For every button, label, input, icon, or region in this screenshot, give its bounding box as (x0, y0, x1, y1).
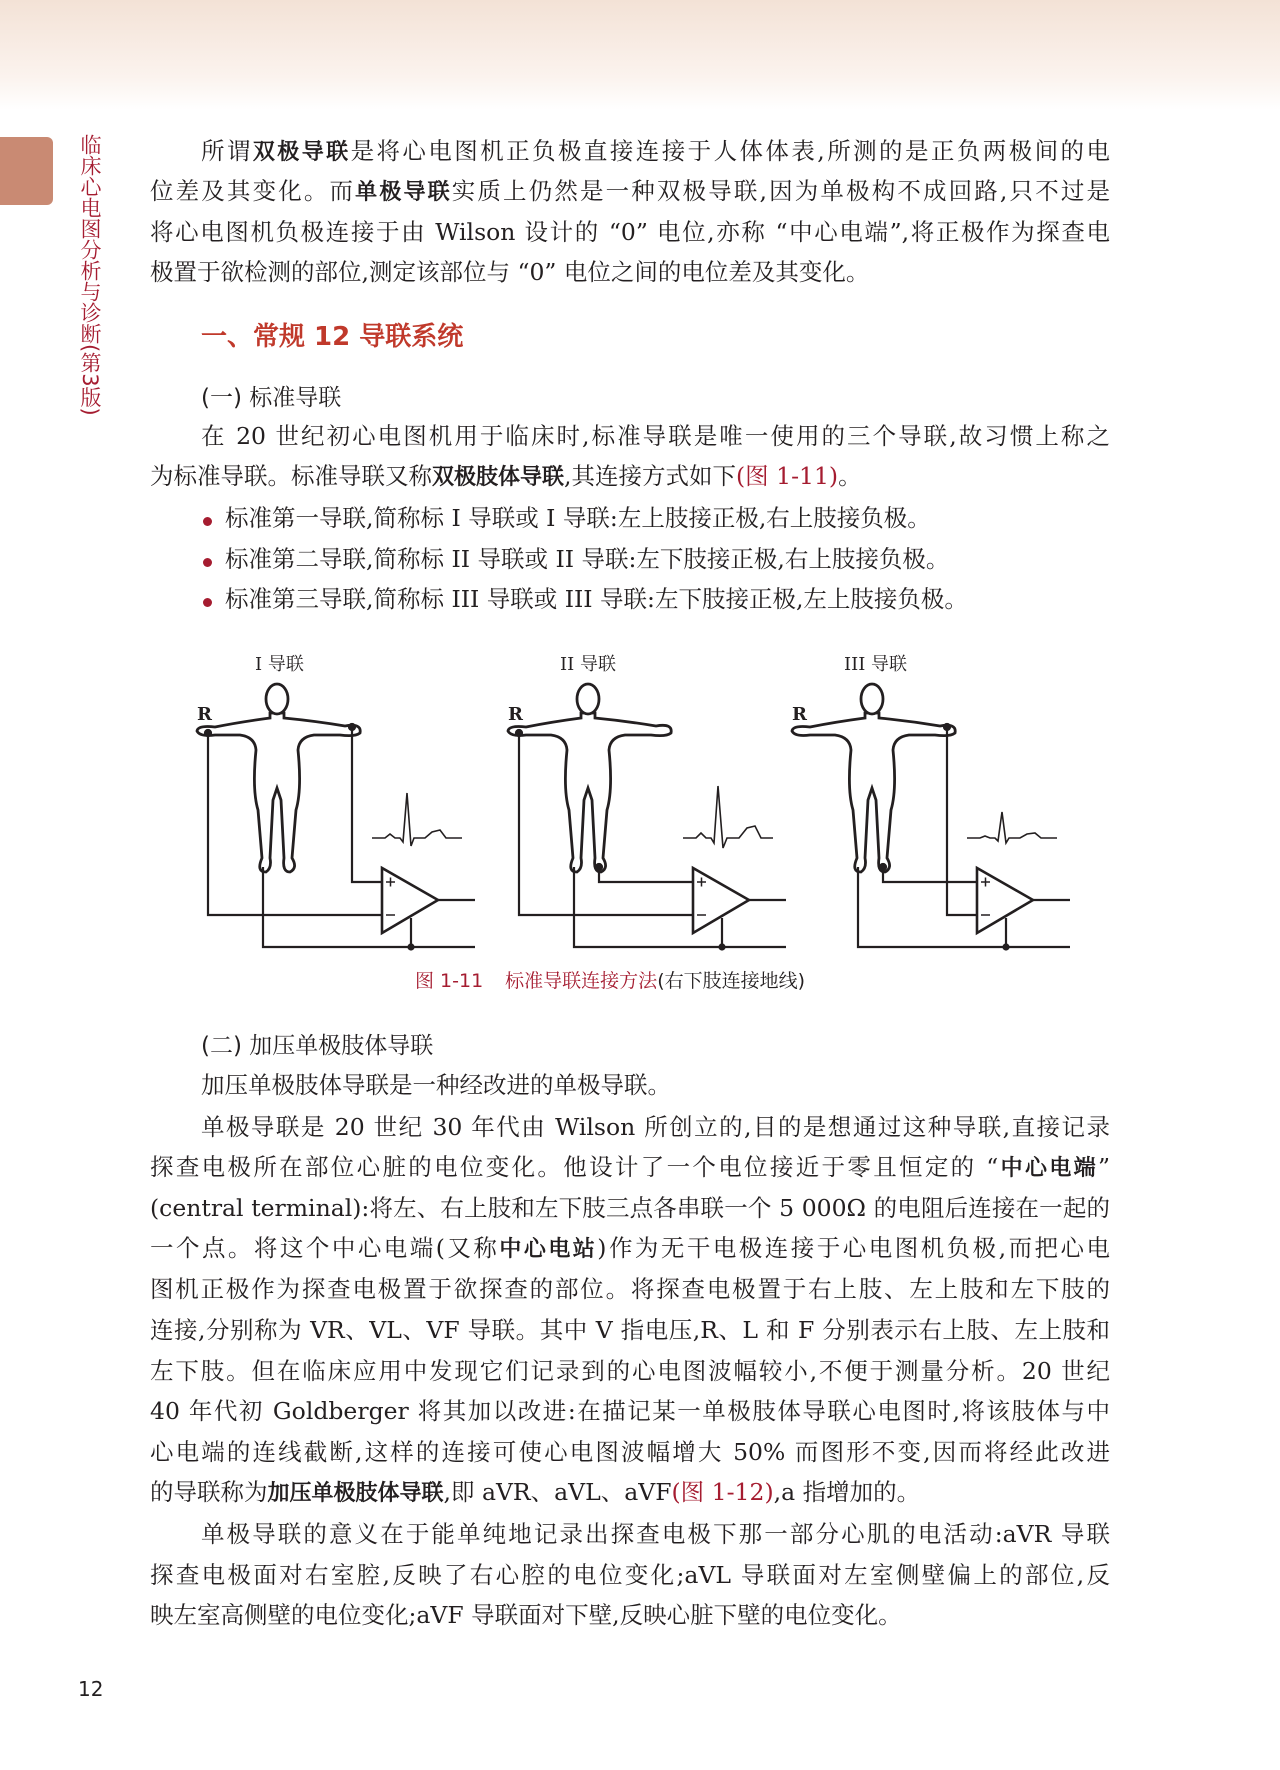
electrode-dot (516, 730, 522, 736)
text-segment: ” (1097, 1153, 1110, 1181)
list-item: 标准第三导联,简称标 III 导联或 III 导联:左下肢接正极,左上肢接负极。 (225, 585, 968, 613)
ground-wire (574, 867, 786, 947)
ecg-waveform (683, 786, 773, 848)
text-line (150, 1233, 1110, 1265)
text-segment: 是将心电图机正负极直接连接于人体体表,所测的是正负两极间的电 (350, 137, 1110, 165)
human-body-outline (508, 713, 671, 872)
subsection-heading-augmented-leads: (二) 加压单极肢体导联 (201, 1033, 434, 1059)
chapter-tab (0, 137, 53, 205)
text-segment: ,即 aVR、aVL、aVF (443, 1478, 672, 1506)
text-line (150, 1193, 1110, 1223)
right-arm-label: R (792, 704, 807, 725)
human-body-outline (792, 713, 955, 872)
text-line (150, 1152, 1110, 1184)
subsection-heading-standard-leads: (一) 标准导联 (201, 385, 342, 411)
figure-panel-label: III 导联 (844, 654, 908, 675)
caption-number: 图 1-11 (415, 970, 484, 992)
bold-term: 双极肢体导联 (432, 465, 565, 490)
text-segment: 连接,分别称为 VR、VL、VF 导联。其中 V 指电压,R、L 和 F 分别表示右上肢、左上肢和 (150, 1316, 1110, 1344)
right-arm-label: R (197, 704, 212, 725)
text-segment: )作为无干电极连接于心电图机负极,而把心电 (597, 1234, 1110, 1262)
text-segment: 极置于欲检测的部位,测定该部位与 “0” 电位之间的电位差及其变化。 (150, 258, 870, 286)
book-title-vertical: 临床心电图分析与诊断(第3版) (78, 134, 102, 416)
text-segment: 单极导联是 20 世纪 30 年代由 Wilson 所创立的,目的是想通过这种导联,直接记录 (201, 1113, 1110, 1141)
positive-lead-wire (599, 867, 695, 882)
bold-term: 加压单极肢体导联 (267, 1481, 444, 1506)
text-segment: 图机正极作为探查电极置于欲探查的部位。将探查电极置于右上肢、左上肢和左下肢的 (150, 1275, 1110, 1303)
text-segment: 探查电极所在部位心脏的电位变化。他设计了一个电位接近于零且恒定的 “ (150, 1153, 999, 1181)
positive-lead-wire (352, 727, 384, 882)
text-segment: 40 年代初 Goldberger 将其加以改进:在描记某一单极肢体导联心电图时,将该肢体与中 (150, 1397, 1110, 1425)
text-segment: (central terminal):将左、右上肢和左下肢三点各串联一个 5 000Ω 的电阻后连接在一起的 (150, 1194, 1110, 1222)
lead-panel (792, 684, 1070, 950)
text-line (150, 1356, 1110, 1386)
text-segment: 为标准导联。标准导联又称 (150, 462, 432, 490)
bullet-icon (201, 587, 213, 599)
text-segment: 的导联称为 (150, 1478, 268, 1506)
list-item: 标准第一导联,简称标 I 导联或 I 导联:左上肢接正极,右上肢接负极。 (225, 504, 931, 532)
head-outline (266, 684, 288, 714)
text-line (201, 1070, 1110, 1100)
caption-note: (右下肢连接地线) (657, 970, 806, 992)
figure-panel-label: II 导联 (560, 654, 616, 675)
text-segment: 一个点。将这个中心电端(又称 (150, 1234, 500, 1262)
text-line (150, 1437, 1110, 1467)
figure-reference[interactable]: (图 1-11) (736, 462, 839, 490)
bold-term: 中心电站 (499, 1237, 598, 1262)
text-segment: 将心电图机负极连接于由 Wilson 设计的 “0” 电位,亦称 “中心电端”,将正极作为探查电 (150, 218, 1110, 246)
list-item: 标准第二导联,简称标 II 导联或 II 导联:左下肢接正极,右上肢接负极。 (225, 545, 950, 573)
text-segment: 位差及其变化。而 (150, 177, 356, 205)
bullet-icon (201, 506, 213, 518)
text-line (150, 257, 1110, 287)
text-line (201, 136, 1110, 168)
text-line (201, 421, 1110, 451)
text-line (201, 1112, 1110, 1142)
header-band (0, 0, 1280, 110)
text-segment: 所谓 (201, 137, 253, 165)
text-line (150, 176, 1110, 208)
electrode-dot (349, 724, 355, 730)
text-segment: 探查电极面对右室腔,反映了右心腔的电位变化;aVL 导联面对左室侧壁偏上的部位,反 (150, 1561, 1110, 1589)
figure-reference[interactable]: (图 1-12) (671, 1478, 774, 1506)
head-outline (577, 684, 599, 714)
figure-panel-label: I 导联 (255, 654, 304, 675)
text-segment: ,a 指增加的。 (773, 1478, 921, 1506)
text-segment: 在 20 世纪初心电图机用于临床时,标准导联是唯一使用的三个导联,故习惯上称之 (201, 422, 1110, 450)
bold-term: 中心电端 (998, 1156, 1098, 1181)
text-segment: 左下肢。但在临床应用中发现它们记录到的心电图波幅较小,不便于测量分析。20 世纪 (150, 1357, 1110, 1385)
lead-panel (197, 684, 475, 950)
text-line (150, 1396, 1110, 1426)
figure-caption (415, 966, 805, 993)
text-segment: 加压单极肢体导联是一种经改进的单极导联。 (201, 1071, 671, 1099)
ecg-waveform (372, 793, 462, 846)
text-segment: 心电端的连线截断,这样的连接可使心电图波幅增大 50% 而图形不变,因而将经此改进 (150, 1438, 1110, 1466)
electrode-dot (944, 724, 950, 730)
text-line (150, 1274, 1110, 1304)
text-line (201, 1519, 1110, 1549)
head-outline (861, 684, 883, 714)
electrode-dot (596, 864, 602, 870)
text-line (150, 1315, 1110, 1345)
negative-lead-wire (947, 727, 979, 915)
ground-wire (858, 867, 1070, 947)
text-segment: 。 (838, 462, 862, 490)
caption-title: 标准导联连接方法 (505, 970, 658, 992)
junction-dot (409, 945, 414, 950)
ground-wire (263, 867, 475, 947)
text-segment: 实质上仍然是一种双极导联,因为单极构不成回路,只不过是 (451, 177, 1110, 205)
junction-dot (720, 945, 725, 950)
ecg-waveform (967, 812, 1057, 843)
positive-lead-wire (883, 867, 979, 882)
text-line (150, 1560, 1110, 1590)
bullet-icon (201, 547, 213, 559)
text-segment: ,其连接方式如下 (564, 462, 736, 490)
text-line (150, 217, 1110, 247)
text-segment: 映左室高侧壁的电位变化;aVF 导联面对下壁,反映心脏下壁的电位变化。 (150, 1601, 902, 1629)
text-line (150, 1600, 1110, 1630)
junction-dot (1004, 945, 1009, 950)
bold-term: 双极导联 (252, 140, 351, 165)
lead-panel (508, 684, 786, 950)
human-body-outline (197, 713, 360, 872)
text-line (150, 461, 1110, 493)
figure-lead-connection-diagram (0, 640, 1280, 970)
bold-term: 单极导联 (355, 180, 452, 205)
electrode-dot (205, 730, 211, 736)
text-line (150, 1477, 1110, 1509)
right-arm-label: R (508, 704, 523, 725)
section-heading: 一、常规 12 导联系统 (201, 322, 464, 352)
electrode-dot (880, 864, 886, 870)
text-segment: 单极导联的意义在于能单纯地记录出探查电极下那一部分心肌的电活动:aVR 导联 (201, 1520, 1110, 1548)
page-number: 12 (78, 1677, 104, 1701)
